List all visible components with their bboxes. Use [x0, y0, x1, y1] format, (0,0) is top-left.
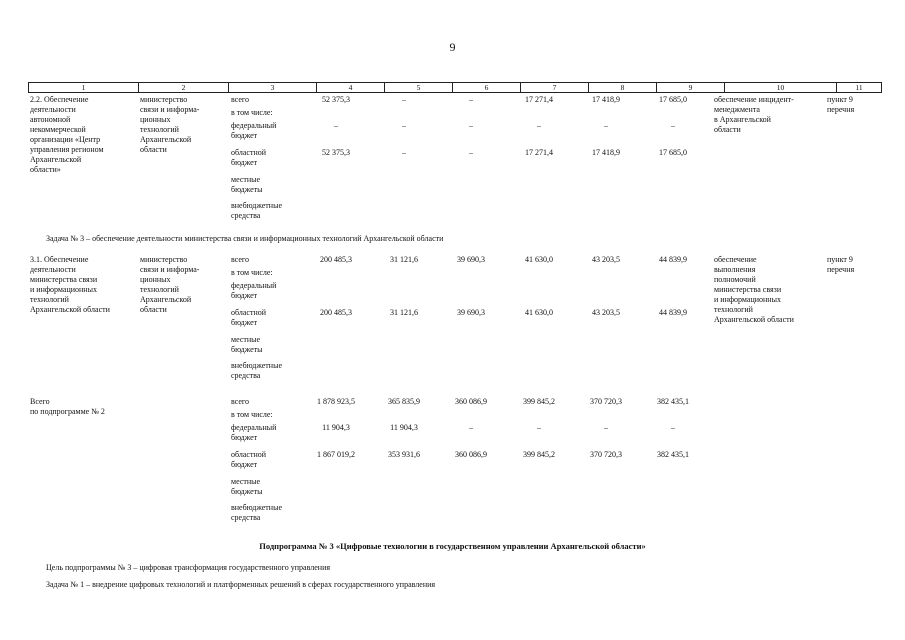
- header-col-6: 6: [453, 83, 521, 93]
- executor-name: технологий: [140, 125, 179, 134]
- measure-name: автономной: [30, 115, 71, 124]
- funding-source-label: бюджет: [231, 433, 258, 442]
- measure-name: некоммерческой: [30, 125, 86, 134]
- funding-value: –: [469, 423, 473, 432]
- header-col-11: 11: [837, 83, 882, 93]
- funding-value: 39 690,3: [457, 308, 485, 317]
- executor-name: ционных: [140, 115, 171, 124]
- funding-value: –: [604, 423, 608, 432]
- funding-value: 52 375,3: [322, 95, 350, 104]
- executor-name: связи и информа-: [140, 105, 200, 114]
- expected-result: менеджмента: [714, 105, 760, 114]
- subprogram-3-goal: Цель подпрограммы № 3 – цифровая трансформация государственного управления: [46, 563, 331, 572]
- funding-value: 44 839,9: [659, 255, 687, 264]
- funding-source-label: внебюджетные: [231, 361, 282, 370]
- expected-result: выполнения: [714, 265, 756, 274]
- funding-source-label: бюджет: [231, 291, 258, 300]
- measure-name: 2.2. Обеспечение: [30, 95, 89, 104]
- funding-value: –: [604, 121, 608, 130]
- expected-result: в Архангельской: [714, 115, 771, 124]
- reference-link: пункт 9: [827, 255, 853, 264]
- header-col-9: 9: [657, 83, 725, 93]
- page-number: 9: [449, 40, 456, 54]
- funding-value: 200 485,3: [320, 308, 352, 317]
- header-col-8: 8: [589, 83, 657, 93]
- funding-source-label: федеральный: [231, 281, 277, 290]
- funding-source-label: внебюджетные: [231, 503, 282, 512]
- expected-result: обеспечение инцидент-: [714, 95, 794, 104]
- funding-value: –: [469, 95, 473, 104]
- executor-name: технологий: [140, 285, 179, 294]
- funding-value: 31 121,6: [390, 255, 418, 264]
- funding-value: 17 271,4: [525, 95, 553, 104]
- funding-source-label: местные: [231, 477, 261, 486]
- funding-value: 365 835,9: [388, 397, 420, 406]
- funding-value: 41 630,0: [525, 308, 553, 317]
- funding-value: 31 121,6: [390, 308, 418, 317]
- funding-source-label: областной: [231, 148, 267, 157]
- header-col-4: 4: [317, 83, 385, 93]
- funding-value: 360 086,9: [455, 450, 487, 459]
- funding-value: –: [537, 121, 541, 130]
- expected-result: Архангельской области: [714, 315, 794, 324]
- executor-name: связи и информа-: [140, 265, 200, 274]
- funding-source-label: всего: [231, 255, 250, 264]
- funding-source-label: бюджет: [231, 318, 258, 327]
- funding-source-label: бюджеты: [231, 487, 263, 496]
- expected-result: области: [714, 125, 741, 134]
- measure-name: деятельности: [30, 265, 76, 274]
- funding-value: –: [334, 121, 338, 130]
- funding-value: –: [671, 121, 675, 130]
- task-3-heading: Задача № 3 – обеспечение деятельности министерства связи и информационных технологий Архангельской области: [46, 234, 444, 243]
- expected-result: и информационных: [714, 295, 781, 304]
- funding-source-label: в том числе:: [231, 410, 273, 419]
- expected-result: полномочий: [714, 275, 756, 284]
- expected-result: министерства связи: [714, 285, 782, 294]
- funding-source-label: бюджет: [231, 131, 258, 140]
- executor-name: Архангельской: [140, 295, 192, 304]
- funding-value: –: [469, 148, 473, 157]
- funding-source-label: средства: [231, 211, 261, 220]
- funding-source-label: областной: [231, 308, 267, 317]
- funding-value: 52 375,3: [322, 148, 350, 157]
- funding-source-label: бюджет: [231, 158, 258, 167]
- funding-value: 382 435,1: [657, 450, 689, 459]
- funding-value: 1 867 019,2: [317, 450, 355, 459]
- funding-source-label: областной: [231, 450, 267, 459]
- header-col-5: 5: [385, 83, 453, 93]
- measure-name: деятельности: [30, 105, 76, 114]
- funding-value: 11 904,3: [390, 423, 418, 432]
- funding-source-label: внебюджетные: [231, 201, 282, 210]
- subprogram-3-title: Подпрограмма № 3 «Цифровые технологии в государственном управлении Архангельской области»: [259, 541, 646, 551]
- measure-name: Всего: [30, 397, 50, 406]
- funding-value: –: [402, 121, 406, 130]
- measure-name: Архангельской: [30, 155, 82, 164]
- measure-name: министерства связи: [30, 275, 98, 284]
- funding-value: 44 839,9: [659, 308, 687, 317]
- executor-name: области: [140, 145, 167, 154]
- funding-value: 17 418,9: [592, 95, 620, 104]
- funding-value: 11 904,3: [322, 423, 350, 432]
- header-col-3: 3: [229, 83, 317, 93]
- header-col-1: 1: [29, 83, 139, 93]
- funding-source-label: бюджет: [231, 460, 258, 469]
- funding-value: 360 086,9: [455, 397, 487, 406]
- measure-name: и информационных: [30, 285, 97, 294]
- funding-value: 39 690,3: [457, 255, 485, 264]
- funding-value: –: [671, 423, 675, 432]
- measure-name: области»: [30, 165, 61, 174]
- measure-name: управления регионом: [30, 145, 104, 154]
- executor-name: области: [140, 305, 167, 314]
- funding-value: 370 720,3: [590, 397, 622, 406]
- measure-name: 3.1. Обеспечение: [30, 255, 89, 264]
- header-col-7: 7: [521, 83, 589, 93]
- funding-value: –: [537, 423, 541, 432]
- funding-source-label: всего: [231, 397, 250, 406]
- funding-source-label: средства: [231, 371, 261, 380]
- funding-source-label: местные: [231, 175, 261, 184]
- funding-value: –: [469, 121, 473, 130]
- funding-value: 353 931,6: [388, 450, 420, 459]
- funding-source-label: бюджеты: [231, 345, 263, 354]
- reference-link: пункт 9: [827, 95, 853, 104]
- measure-name: организации «Центр: [30, 135, 101, 144]
- funding-source-label: федеральный: [231, 121, 277, 130]
- expected-result: обеспечение: [714, 255, 757, 264]
- table-header: [28, 82, 882, 93]
- expected-result: технологий: [714, 305, 753, 314]
- executor-name: ционных: [140, 275, 171, 284]
- header-col-10: 10: [725, 83, 837, 93]
- funding-value: 17 685,0: [659, 148, 687, 157]
- funding-value: –: [402, 148, 406, 157]
- reference-link: перечня: [827, 265, 855, 274]
- measure-name: по подпрограмме № 2: [30, 407, 105, 416]
- funding-source-label: в том числе:: [231, 268, 273, 277]
- subprogram-3-task-1: Задача № 1 – внедрение цифровых технологий и платформенных решений в сферах государственного управления: [46, 580, 436, 589]
- funding-value: –: [402, 95, 406, 104]
- measure-name: технологий: [30, 295, 69, 304]
- reference-link: перечня: [827, 105, 855, 114]
- funding-value: 43 203,5: [592, 255, 620, 264]
- funding-source-label: бюджеты: [231, 185, 263, 194]
- executor-name: Архангельской: [140, 135, 192, 144]
- funding-value: 399 845,2: [523, 397, 555, 406]
- funding-value: 382 435,1: [657, 397, 689, 406]
- funding-source-label: всего: [231, 95, 250, 104]
- funding-source-label: средства: [231, 513, 261, 522]
- funding-source-label: федеральный: [231, 423, 277, 432]
- executor-name: министерство: [140, 255, 188, 264]
- funding-value: 17 271,4: [525, 148, 553, 157]
- executor-name: министерство: [140, 95, 188, 104]
- measure-name: Архангельской области: [30, 305, 110, 314]
- funding-source-label: местные: [231, 335, 261, 344]
- funding-value: 370 720,3: [590, 450, 622, 459]
- header-col-2: 2: [139, 83, 229, 93]
- funding-source-label: в том числе:: [231, 108, 273, 117]
- funding-value: 399 845,2: [523, 450, 555, 459]
- funding-value: 43 203,5: [592, 308, 620, 317]
- funding-value: 41 630,0: [525, 255, 553, 264]
- funding-value: 200 485,3: [320, 255, 352, 264]
- funding-value: 17 418,9: [592, 148, 620, 157]
- funding-value: 1 878 923,5: [317, 397, 355, 406]
- funding-value: 17 685,0: [659, 95, 687, 104]
